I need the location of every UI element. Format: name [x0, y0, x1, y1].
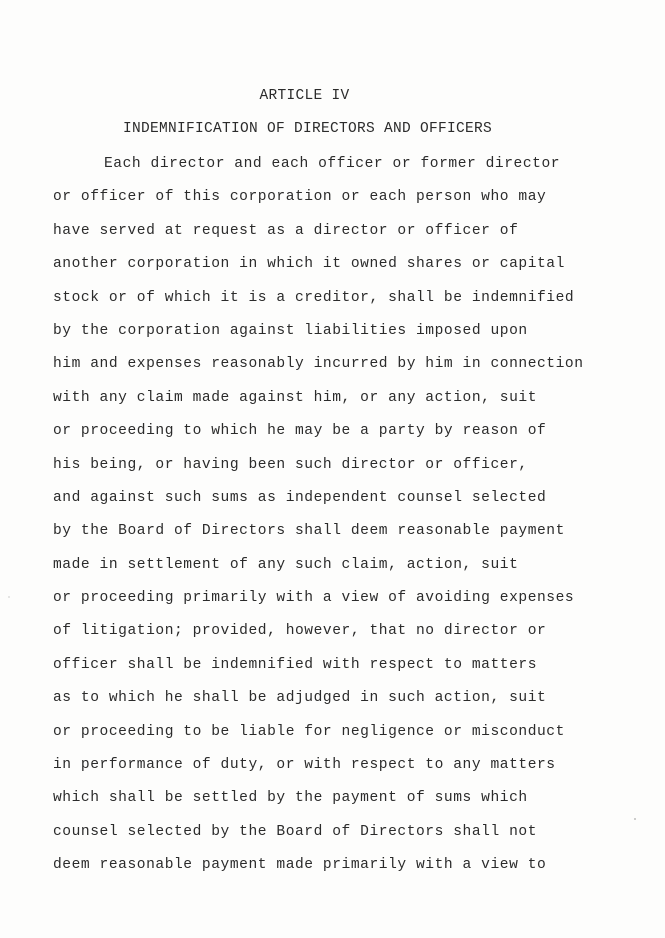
text-line: officer shall be indemnified with respect to matters: [53, 656, 537, 673]
scan-speck: [634, 818, 636, 820]
text-line: which shall be settled by the payment of sums which: [53, 790, 528, 807]
text-line: or officer of this corporation or each person who may: [53, 189, 547, 206]
text-line: and against such sums as independent counsel selected: [53, 489, 547, 506]
text-line: by the Board of Directors shall deem reasonable payment: [53, 523, 565, 540]
section-title: INDEMNIFICATION OF DIRECTORS AND OFFICERS: [122, 121, 493, 137]
body-text: [53, 154, 653, 889]
text-line: Each director and each officer or former director: [104, 156, 561, 172]
text-line: stock or of which it is a creditor, shall be indemnified: [53, 289, 575, 306]
text-line: another corporation in which it owned shares or capital: [53, 256, 565, 273]
text-line: him and expenses reasonably incurred by him in connection: [53, 356, 584, 373]
article-title: ARTICLE IV: [259, 88, 350, 104]
text-line: of litigation; provided, however, that no director or: [53, 623, 547, 640]
text-line: deem reasonable payment made primarily with a view to: [53, 857, 547, 874]
text-line: have served at request as a director or officer of: [53, 222, 519, 239]
text-line: counsel selected by the Board of Directors shall not: [53, 823, 537, 840]
text-line: his being, or having been such director or officer,: [53, 456, 528, 473]
text-line: with any claim made against him, or any action, suit: [53, 389, 537, 406]
text-line: or proceeding to which he may be a party by reason of: [53, 423, 547, 440]
scan-speck: [8, 596, 10, 598]
text-line: or proceeding to be liable for negligence or misconduct: [53, 723, 565, 740]
text-line: by the corporation against liabilities imposed upon: [53, 322, 528, 339]
text-line: or proceeding primarily with a view of avoiding expenses: [53, 590, 575, 607]
text-line: as to which he shall be adjudged in such action, suit: [53, 690, 547, 707]
text-line: made in settlement of any such claim, action, suit: [53, 556, 519, 573]
text-line: in performance of duty, or with respect to any matters: [53, 757, 556, 774]
